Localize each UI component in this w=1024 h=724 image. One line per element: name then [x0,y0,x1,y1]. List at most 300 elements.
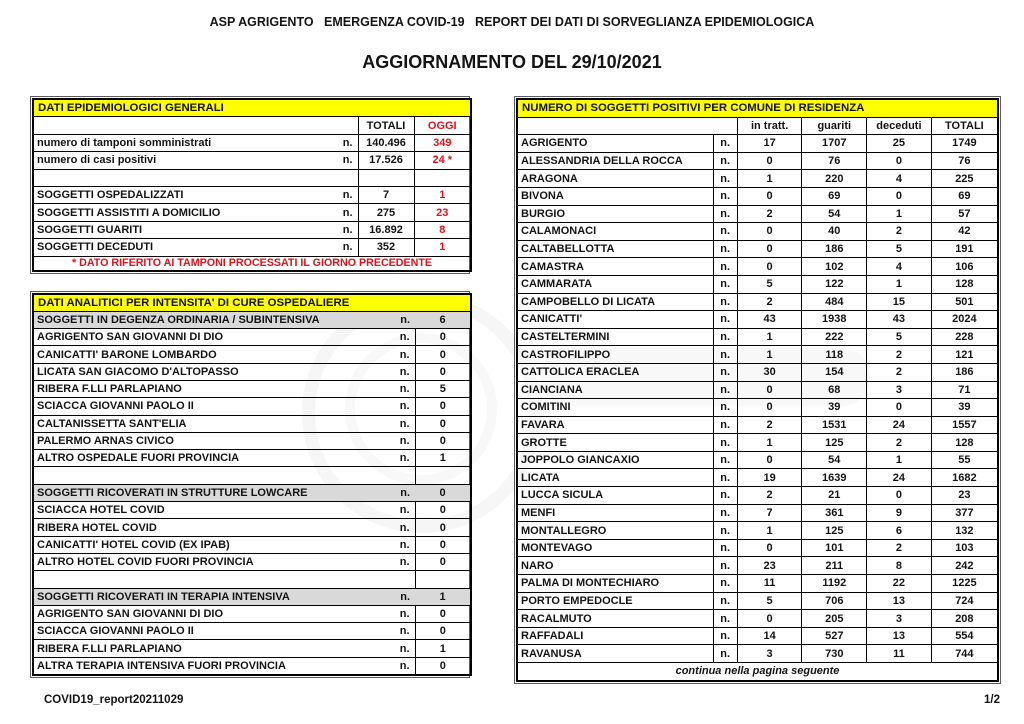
deceduti-cell: 0 [867,399,932,417]
in-tratt-cell: 0 [737,399,802,417]
totali-cell: 39 [931,399,998,417]
totali-cell: 128 [931,434,998,452]
deceduti-cell: 2 [867,346,932,364]
label-cell [33,152,358,169]
value-cell: 0 [415,484,471,501]
comune-name-cell: AGRIGENTO [517,135,713,153]
deceduti-column-header: deceduti [867,117,932,135]
row-label: ALTRA TERAPIA INTENSIVA FUORI PROVINCIA [37,659,286,672]
unit-label: n. [342,189,353,202]
in-tratt-cell: 0 [737,258,802,276]
comune-name-cell: CASTROFILIPPO [517,346,713,364]
general-footnote: * DATO RIFERITO AI TAMPONI PROCESSATI IL GIORNO PRECEDENTE [33,256,471,271]
totali-cell: 208 [931,610,998,628]
in-tratt-cell: 5 [737,592,802,610]
comune-row [517,135,998,153]
comune-row [517,592,998,610]
row-label: ALTRO OSPEDALE FUORI PROVINCIA [37,452,240,465]
deceduti-cell: 6 [867,522,932,540]
deceduti-cell: 2 [867,223,932,241]
hospital-table-row [33,502,471,519]
row-label: CANICATTI' BARONE LOMBARDO [37,348,217,361]
comune-name-cell: FAVARA [517,416,713,434]
value-cell: 0 [415,346,471,363]
comune-name-cell: MONTALLEGRO [517,522,713,540]
unit-label: n. [399,538,410,551]
totali-cell: 724 [931,592,998,610]
comune-name-cell: CAMMARATA [517,275,713,293]
guariti-cell: 40 [802,223,867,241]
totali-cell: 228 [931,328,998,346]
in-tratt-cell: 0 [737,451,802,469]
row-label: SCIACCA GIOVANNI PAOLO II [37,400,194,413]
comuni-table [514,96,1001,684]
unit-label: n. [399,556,410,569]
in-tratt-cell: 14 [737,627,802,645]
value-cell: 0 [415,363,471,380]
comune-name-cell: RACALMUTO [517,610,713,628]
label-cell [33,381,415,398]
hospital-table-row [33,467,471,484]
unit-label: n. [399,331,410,344]
unit-cell: n. [713,416,737,434]
comune-name-cell: JOPPOLO GIANCAXIO [517,451,713,469]
comune-name-cell: RAVANUSA [517,645,713,663]
oggi-cell: 8 [414,221,471,238]
deceduti-cell: 24 [867,469,932,487]
unit-label: n. [399,625,410,638]
comuni-table-title: NUMERO DI SOGGETTI POSITIVI PER COMUNE DI RESIDENZA [517,99,998,117]
comune-name-cell: ARAGONA [517,170,713,188]
in-tratt-cell: 1 [737,346,802,364]
comune-row [517,645,998,663]
unit-label: n. [399,608,410,620]
unit-cell: n. [713,522,737,540]
row-label: CANICATTI' HOTEL COVID (EX IPAB) [37,538,230,551]
general-table-row [33,134,471,151]
unit-cell: n. [713,311,737,329]
unit-label: n. [399,383,410,396]
totali-cell: 1682 [931,469,998,487]
row-label: LICATA SAN GIACOMO D'ALTOPASSO [37,365,239,378]
in-tratt-cell: 3 [737,645,802,663]
unit-label: n. [399,642,410,655]
deceduti-cell: 13 [867,627,932,645]
unit-cell: n. [713,152,737,170]
unit-label: n. [399,452,410,465]
comune-name-cell: CATTOLICA ERACLEA [517,363,713,381]
in-tratt-cell: 43 [737,311,802,329]
totali-cell: 106 [931,258,998,276]
hospital-table-row [33,398,471,415]
oggi-cell: 349 [414,134,471,151]
deceduti-cell: 8 [867,557,932,575]
comune-row [517,522,998,540]
general-table-row [33,204,471,221]
hospital-table-row [33,329,471,346]
hospital-table-row [33,381,471,398]
spacer-cell [33,169,358,186]
guariti-cell: 54 [802,205,867,223]
unit-cell: n. [713,592,737,610]
comune-name-cell: BIVONA [517,187,713,205]
totali-cell: 225 [931,170,998,188]
table-title-row [33,99,471,117]
label-cell [33,623,415,640]
comuni-table-body [517,135,998,663]
hospital-table-row [33,657,471,675]
deceduti-cell: 4 [867,170,932,188]
hospital-table-row [33,450,471,467]
comune-name-cell: CALTABELLOTTA [517,240,713,258]
deceduti-cell: 13 [867,592,932,610]
comune-name-cell: CAMASTRA [517,258,713,276]
guariti-cell: 101 [802,539,867,557]
value-cell: 0 [415,398,471,415]
unit-label: n. [342,206,353,219]
value-cell: 5 [415,381,471,398]
totali-column-header: TOTALI [358,117,414,134]
in-tratt-cell: 30 [737,363,802,381]
spacer-cell [414,169,471,186]
in-tratt-cell: 0 [737,381,802,399]
unit-cell: n. [713,504,737,522]
continuation-row [517,663,998,681]
totali-cell: 17.526 [358,152,414,169]
oggi-cell: 1 [414,186,471,203]
comune-row [517,240,998,258]
guariti-cell: 54 [802,451,867,469]
comune-name-cell: PALMA DI MONTECHIARO [517,575,713,593]
unit-cell: n. [713,328,737,346]
oggi-cell: 24 * [414,152,471,169]
unit-label: n. [399,348,410,361]
guariti-cell: 69 [802,187,867,205]
row-label: numero di casi positivi [37,154,157,167]
row-label: AGRIGENTO SAN GIOVANNI DI DIO [37,608,223,620]
unit-label: n. [342,154,353,167]
deceduti-cell: 2 [867,363,932,381]
comune-row [517,575,998,593]
totali-cell: 242 [931,557,998,575]
row-label: SOGGETTI OSPEDALIZZATI [37,189,184,202]
totali-cell: 744 [931,645,998,663]
comune-row [517,328,998,346]
label-cell [33,346,415,363]
deceduti-cell: 5 [867,240,932,258]
row-label: numero di tamponi somministrati [37,136,212,149]
deceduti-cell: 3 [867,381,932,399]
comune-row [517,311,998,329]
unit-cell: n. [713,434,737,452]
comune-row [517,487,998,505]
guariti-cell: 1707 [802,135,867,153]
guariti-cell: 186 [802,240,867,258]
unit-cell: n. [713,258,737,276]
hospital-table-row [33,346,471,363]
unit-label: n. [399,435,410,448]
unit-cell: n. [713,645,737,663]
comune-name-cell: CANICATTI' [517,311,713,329]
value-cell: 1 [415,588,471,605]
unit-cell: n. [713,187,737,205]
label-cell [33,204,358,221]
unit-label: n. [400,313,410,326]
comune-row [517,223,998,241]
deceduti-cell: 0 [867,187,932,205]
totali-cell: 128 [931,275,998,293]
value-cell: 0 [415,623,471,640]
label-cell [33,588,415,605]
comune-row [517,187,998,205]
row-label: CALTANISSETTA SANT'ELIA [37,417,187,430]
empty-header-cell [517,117,737,135]
guariti-cell: 125 [802,522,867,540]
hospital-table-body [33,311,471,675]
label-cell [33,329,415,346]
unit-label: n. [342,136,353,149]
in-tratt-cell: 1 [737,328,802,346]
comune-row [517,416,998,434]
table-title-row [33,294,471,312]
totali-cell: 42 [931,223,998,241]
hospital-table-row [33,415,471,432]
value-cell: 0 [415,432,471,449]
page-number: 1/2 [984,694,1000,706]
totali-cell: 76 [931,152,998,170]
general-table-row [33,186,471,203]
unit-cell: n. [713,399,737,417]
label-cell [33,363,415,380]
general-data-table [30,96,470,274]
column-header-row [517,117,998,135]
hospital-table-row [33,588,471,605]
guariti-cell: 1639 [802,469,867,487]
label-cell [33,186,358,203]
comune-row [517,346,998,364]
deceduti-cell: 2 [867,539,932,557]
totali-cell: 103 [931,539,998,557]
row-label: RIBERA HOTEL COVID [37,521,157,534]
spacer-cell [33,571,415,588]
in-tratt-column-header: in tratt. [737,117,802,135]
spacer-cell [33,467,415,484]
value-cell: 1 [415,450,471,467]
unit-label: n. [399,521,410,534]
oggi-cell: 1 [414,239,471,256]
label-cell [33,415,415,432]
label-cell [33,221,358,238]
value-cell: 0 [415,329,471,346]
totali-cell: 57 [931,205,998,223]
guariti-cell: 154 [802,363,867,381]
in-tratt-cell: 0 [737,152,802,170]
totali-cell: 191 [931,240,998,258]
row-label: SOGGETTI DECEDUTI [37,241,154,254]
continuation-note: continua nella pagina seguente [517,663,998,681]
comune-name-cell: COMITINI [517,399,713,417]
guariti-cell: 76 [802,152,867,170]
label-cell [33,640,415,657]
oggi-column-header: OGGI [414,117,471,134]
general-table-title: DATI EPIDEMIOLOGICI GENERALI [33,99,471,117]
guariti-cell: 21 [802,487,867,505]
spacer-cell [415,571,471,588]
in-tratt-cell: 0 [737,240,802,258]
row-label: RIBERA F.LLI PARLAPIANO [37,642,182,655]
general-table-row [33,152,471,169]
hospital-table-row [33,571,471,588]
label-cell [33,239,358,256]
comune-name-cell: CALAMONACI [517,223,713,241]
hospital-table-row [33,640,471,657]
comune-row [517,205,998,223]
row-label: SOGGETTI RICOVERATI IN TERAPIA INTENSIVA [37,590,290,603]
guariti-cell: 220 [802,170,867,188]
unit-cell: n. [713,469,737,487]
guariti-cell: 102 [802,258,867,276]
guariti-cell: 706 [802,592,867,610]
left-column [30,96,470,678]
row-label: SOGGETTI RICOVERATI IN STRUTTURE LOWCARE [37,486,308,499]
value-cell: 0 [415,519,471,536]
general-table-row [33,169,471,186]
totali-cell: 71 [931,381,998,399]
totali-cell: 377 [931,504,998,522]
comune-name-cell: LICATA [517,469,713,487]
deceduti-cell: 5 [867,328,932,346]
unit-cell: n. [713,610,737,628]
value-cell: 0 [415,415,471,432]
totali-cell: 186 [931,363,998,381]
in-tratt-cell: 2 [737,293,802,311]
guariti-cell: 125 [802,434,867,452]
in-tratt-cell: 0 [737,610,802,628]
comune-row [517,258,998,276]
totali-cell: 16.892 [358,221,414,238]
label-cell [33,311,415,328]
spacer-cell [415,467,471,484]
totali-cell: 2024 [931,311,998,329]
totali-cell: 275 [358,204,414,221]
guariti-cell: 361 [802,504,867,522]
unit-label: n. [342,223,353,236]
comune-row [517,504,998,522]
empty-header-cell [33,117,358,134]
row-label: RIBERA F.LLI PARLAPIANO [37,383,182,396]
totali-cell: 69 [931,187,998,205]
label-cell [33,536,415,553]
table-gap [30,274,470,291]
label-cell [33,553,415,570]
value-cell: 0 [415,502,471,519]
comune-name-cell: PORTO EMPEDOCLE [517,592,713,610]
comune-row [517,434,998,452]
unit-label: n. [399,365,410,378]
general-table-row [33,239,471,256]
comune-name-cell: GROTTE [517,434,713,452]
comune-row [517,610,998,628]
comune-name-cell: MONTEVAGO [517,539,713,557]
column-header-row [33,117,471,134]
hospital-table-row [33,363,471,380]
deceduti-cell: 1 [867,205,932,223]
unit-cell: n. [713,240,737,258]
guariti-cell: 39 [802,399,867,417]
general-table-row [33,221,471,238]
right-column [514,96,1001,684]
value-cell: 0 [415,553,471,570]
unit-cell: n. [713,539,737,557]
in-tratt-cell: 0 [737,539,802,557]
deceduti-cell: 11 [867,645,932,663]
unit-cell: n. [713,557,737,575]
deceduti-cell: 24 [867,416,932,434]
label-cell [33,484,415,501]
in-tratt-cell: 11 [737,575,802,593]
in-tratt-cell: 2 [737,487,802,505]
deceduti-cell: 1 [867,275,932,293]
label-cell [33,134,358,151]
unit-label: n. [342,241,353,254]
comune-row [517,293,998,311]
totali-cell: 23 [931,487,998,505]
unit-label: n. [399,659,410,672]
guariti-column-header: guariti [802,117,867,135]
comune-name-cell: CIANCIANA [517,381,713,399]
row-label: SOGGETTI IN DEGENZA ORDINARIA / SUBINTENSIVA [37,313,320,326]
unit-label: n. [400,486,410,499]
deceduti-cell: 0 [867,152,932,170]
comune-row [517,381,998,399]
unit-cell: n. [713,363,737,381]
in-tratt-cell: 23 [737,557,802,575]
hospital-table-row [33,536,471,553]
in-tratt-cell: 1 [737,434,802,452]
hospital-table-row [33,623,471,640]
in-tratt-cell: 5 [737,275,802,293]
value-cell: 0 [415,605,471,622]
guariti-cell: 122 [802,275,867,293]
comune-name-cell: ALESSANDRIA DELLA ROCCA [517,152,713,170]
unit-cell: n. [713,487,737,505]
comune-row [517,539,998,557]
guariti-cell: 484 [802,293,867,311]
unit-label: n. [399,417,410,430]
unit-cell: n. [713,205,737,223]
row-label: PALERMO ARNAS CIVICO [37,435,174,448]
in-tratt-cell: 7 [737,504,802,522]
label-cell [33,450,415,467]
hospital-table-row [33,519,471,536]
deceduti-cell: 15 [867,293,932,311]
guariti-cell: 211 [802,557,867,575]
footnote-row [33,256,471,271]
unit-cell: n. [713,575,737,593]
value-cell: 0 [415,536,471,553]
hospital-table-row [33,311,471,328]
label-cell [33,605,415,622]
page-subtitle: AGGIORNAMENTO DEL 29/10/2021 [362,52,662,72]
hospital-table-title: DATI ANALITICI PER INTENSITA' DI CURE OSPEDALIERE [33,294,471,312]
value-cell: 6 [415,311,471,328]
deceduti-cell: 2 [867,434,932,452]
totali-cell: 7 [358,186,414,203]
in-tratt-cell: 17 [737,135,802,153]
comune-row [517,627,998,645]
label-cell [33,398,415,415]
unit-cell: n. [713,223,737,241]
